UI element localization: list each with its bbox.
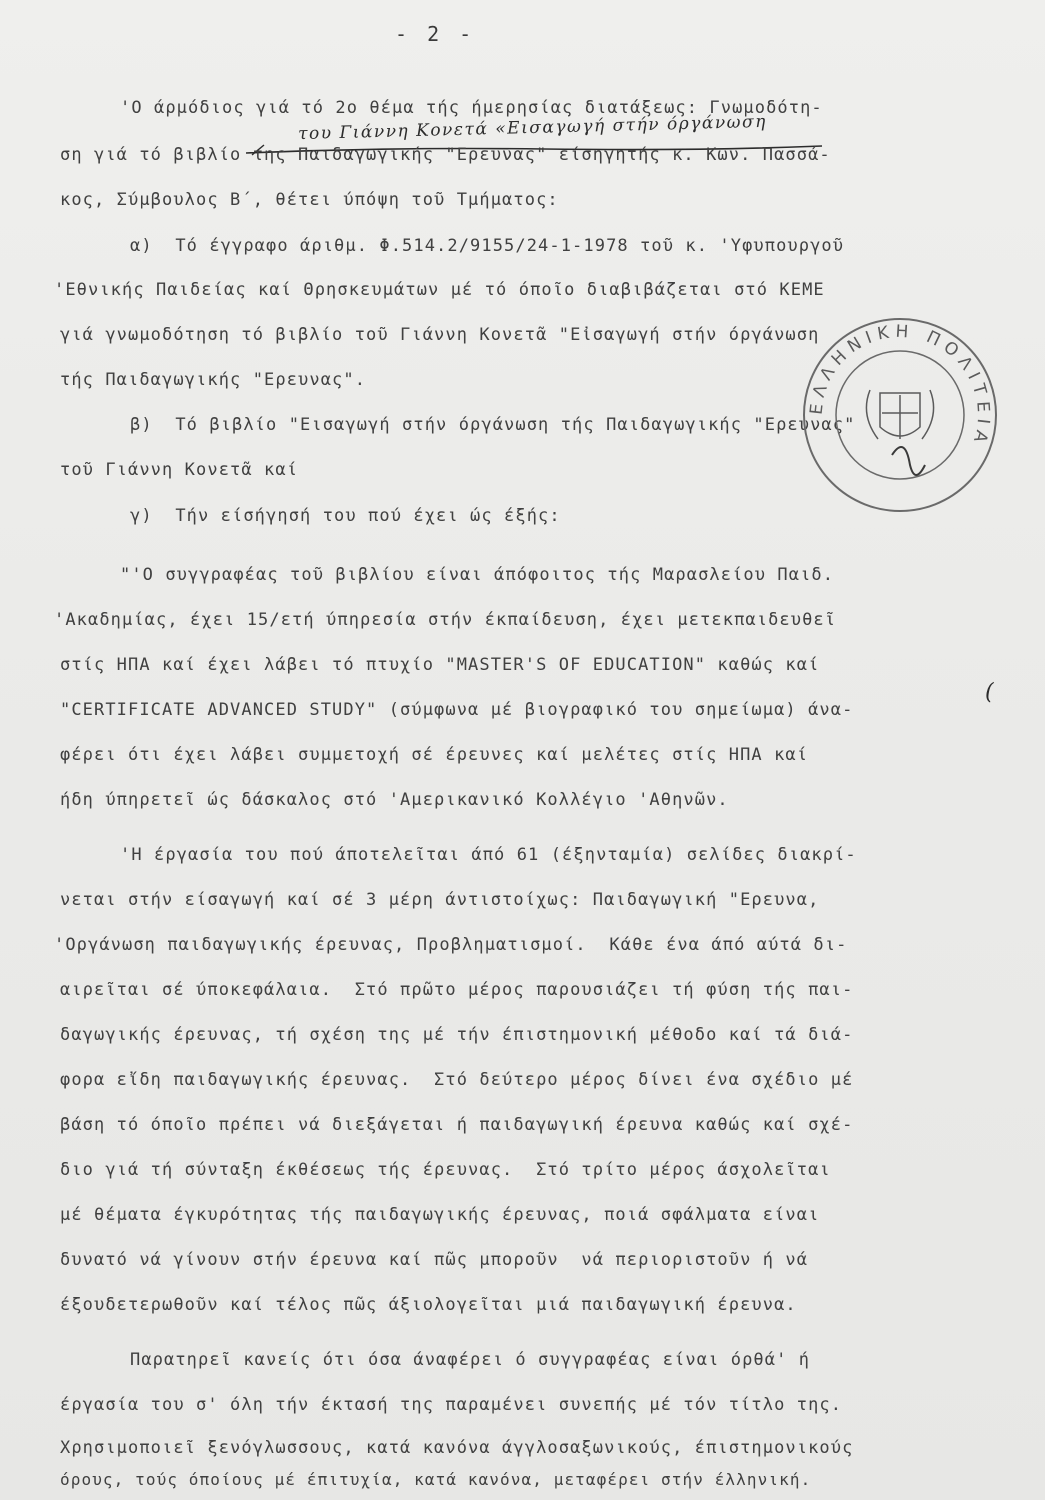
text-line: γ) Τήν είσήγησή του πού έχει ώς έξής: — [130, 506, 561, 526]
text-line: α) Τό έγγραφο άριθμ. Φ.514.2/9155/24-1-1978 τοῦ κ. 'Υφυπουργοῦ — [130, 236, 845, 256]
text-line: φορα εἴδη παιδαγωγικής έρευνας. Στό δεύτερο μέρος δίνει ένα σχέδιο μέ — [60, 1070, 854, 1090]
text-line: έργασία του σ' όλη τήν έκτασή της παραμένει συνεπής μέ τόν τίτλο της. — [60, 1395, 843, 1415]
text-line: Παρατηρεῖ κανείς ότι όσα άναφέρει ό συγγραφέας είναι όρθά' ή — [130, 1350, 811, 1370]
text-line: μέ θέματα έγκυρότητας τής παιδαγωγικής έρευνας, ποιά σφάλματα είναι — [60, 1205, 820, 1225]
text-line: τοῦ Γιάννη Κονετᾶ καί — [60, 460, 299, 480]
text-line: τής Παιδαγωγικής "Ερευνας". — [60, 370, 367, 390]
text-line: "'Ο συγγραφέας τοῦ βιβλίου είναι άπόφοιτος τής Μαρασλείου Παιδ. — [120, 565, 835, 585]
text-line: 'Οργάνωση παιδαγωγικής έρευνας, Προβληματισμοί. Κάθε ένα άπό αύτά δι- — [54, 935, 848, 955]
handwritten-insertion: του Γιάννη Κονετά «Εισαγωγή στήν όργάνωση — [297, 111, 768, 145]
text-line: έξουδετερωθοῦν καί τέλος πῶς άξιολογεῖται μιά παιδαγωγική έρευνα. — [60, 1295, 797, 1315]
text-line: φέρει ότι έχει λάβει συμμετοχή σέ έρευνες καί μελέτες στίς ΗΠΑ καί — [60, 745, 809, 765]
text-line: δαγωγικής έρευνας, τή σχέση της μέ τήν έπιστημονική μέθοδο καί τά διά- — [60, 1025, 854, 1045]
text-line: "CERTIFICATE ADVANCED STUDY" (σύμφωνα μέ βιογραφικό του σημείωμα) άνα- — [60, 700, 854, 720]
text-line: βάση τό όποῖο πρέπει νά διεξάγεται ή παιδαγωγική έρευνα καθώς καί σχέ- — [60, 1115, 854, 1135]
text-line: όρους, τούς όποίους μέ έπιτυχία, κατά κανόνα, μεταφέρει στήν έλληνική. — [60, 1470, 812, 1489]
text-line: 'Ο άρμόδιος γιά τό 2ο θέμα τής ήμερησίας διατάξεως: Γνωμοδότη- — [120, 98, 823, 118]
text-line: διο γιά τή σύνταξη έκθέσεως τής έρευνας. Στό τρίτο μέρος άσχολεῖται — [60, 1160, 831, 1180]
signature-scribble — [892, 447, 925, 475]
text-line: αιρεῖται σέ ύποκεφάλαια. Στό πρῶτο μέρος παρουσιάζει τή φύση τής παι- — [60, 980, 854, 1000]
text-line: 'Η έργασία του πού άποτελεῖται άπό 61 (έξηνταμία) σελίδες διακρί- — [120, 845, 857, 865]
text-line: ση γιά τό βιβλίο της Παιδαγωγικής "Ερευνας" είσηγητής κ. Κων. Πασσά- — [60, 145, 831, 165]
text-line: νεται στήν είσαγωγή καί σέ 3 μέρη άντιστοίχως: Παιδαγωγική "Ερευνα, — [60, 890, 820, 910]
coat-of-arms-icon — [866, 390, 933, 439]
text-line: στίς ΗΠΑ καί έχει λάβει τό πτυχίο "MASTER'S OF EDUCATION" καθώς καί — [60, 655, 820, 675]
handwritten-margin-mark: ( — [985, 680, 994, 705]
text-line: κος, Σύμβουλος Β΄, θέτει ύπόψη τοῦ Τμήματος: — [60, 190, 559, 210]
page-number: - 2 - — [395, 22, 476, 46]
text-line: ήδη ύπηρετεῖ ώς δάσκαλος στό 'Αμερικανικό Κολλέγιο 'Αθηνῶν. — [60, 790, 729, 810]
text-line: β) Τό βιβλίο "Εισαγωγή στήν όργάνωση τής Παιδαγωγικής "Ερευνας" — [130, 415, 856, 435]
text-line: Χρησιμοποιεῖ ξενόγλωσσους, κατά κανόνα άγγλοσαξωνικούς, έπιστημονικούς — [60, 1438, 854, 1458]
text-line: γιά γνωμοδότηση τό βιβλίο τοῦ Γιάννη Κονετᾶ "Εἰσαγωγή στήν όργάνωση — [60, 325, 820, 345]
official-stamp — [800, 315, 1000, 515]
text-line: 'Εθνικής Παιδείας καί Θρησκευμάτων μέ τό όποῖο διαβιβάζεται στό ΚΕΜΕ — [54, 280, 825, 300]
stamp-text: ΕΛΛΗΝΙΚΗ ΠΟΛΙΤΕΙΑ — [806, 321, 994, 451]
text-line: 'Ακαδημίας, έχει 15/ετή ύπηρεσία στήν έκπαίδευση, έχει μετεκπαιδευθεῖ — [54, 610, 837, 630]
text-line: δυνατό νά γίνουν στήν έρευνα καί πῶς μποροῦν νά περιοριστοῦν ή νά — [60, 1250, 809, 1270]
